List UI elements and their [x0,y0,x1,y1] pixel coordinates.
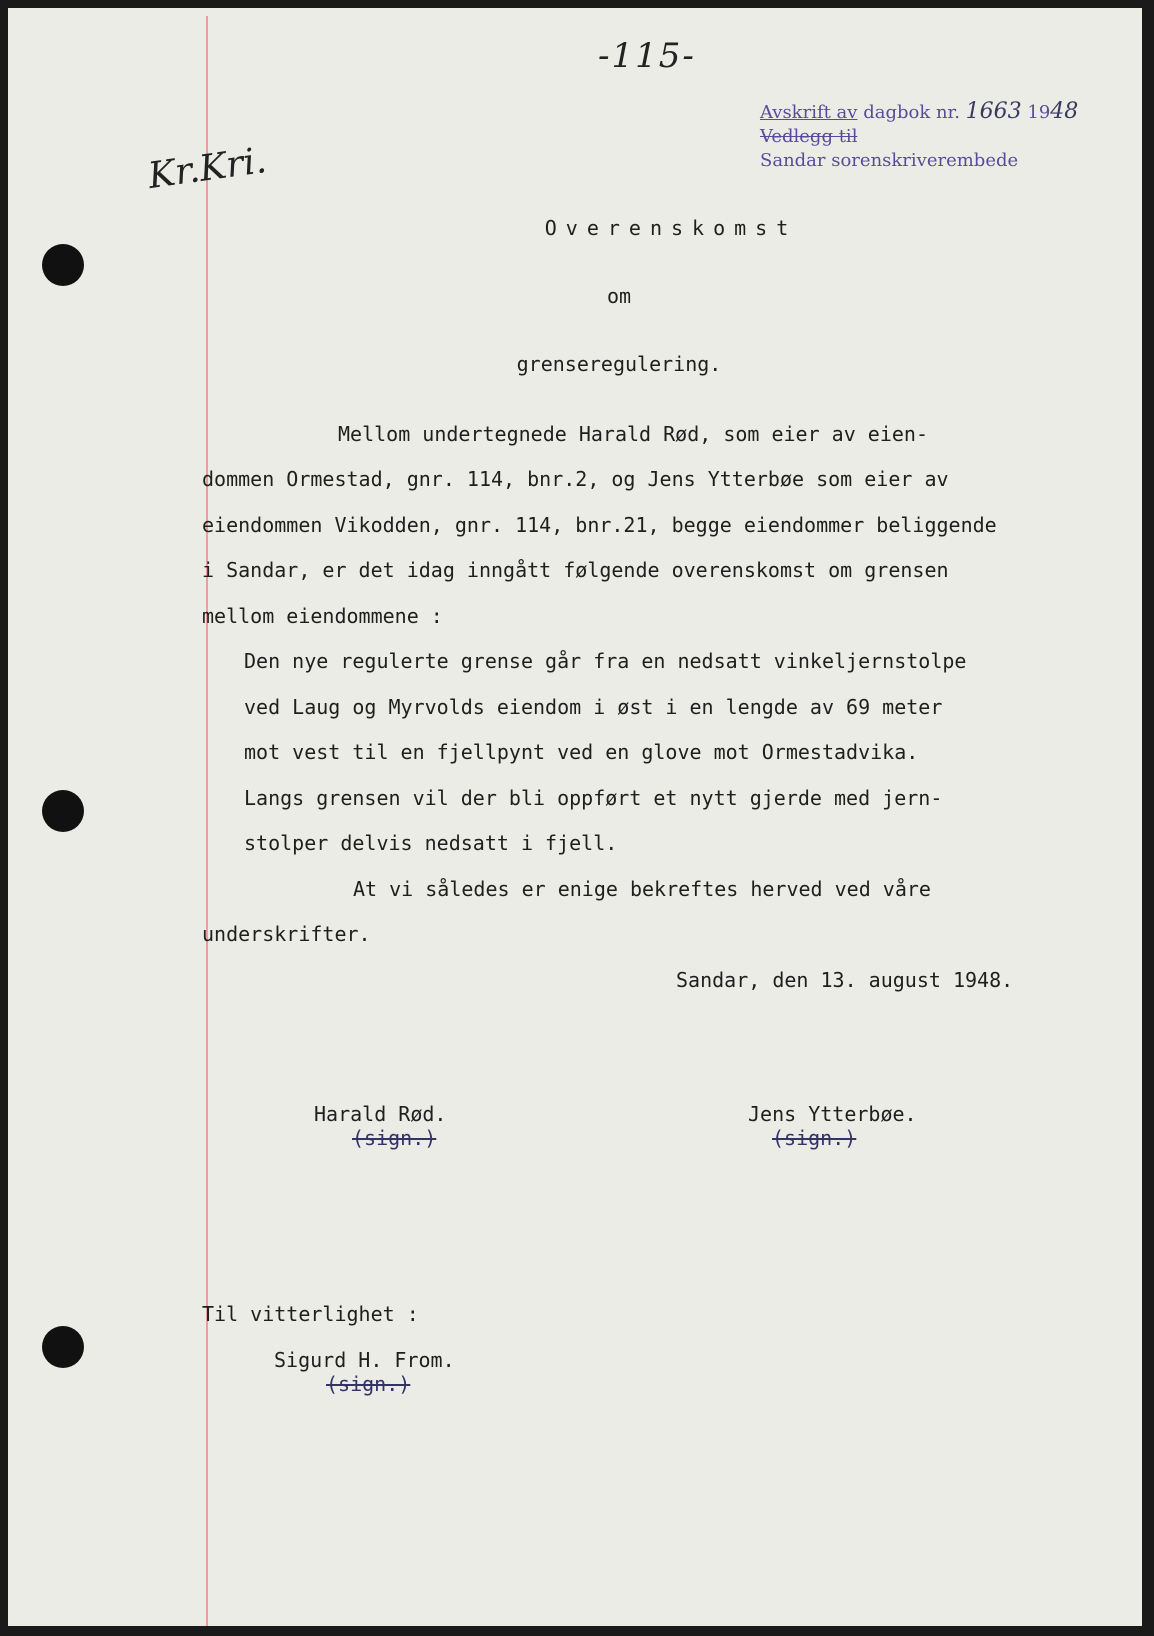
punch-hole [42,1326,84,1368]
body-line: mot vest til en fjellpynt ved en glove mot Ormestadvika. [244,740,919,764]
body-line: Den nye regulerte grense går fra en nedsatt vinkeljernstolpe [244,649,967,673]
body-line: mellom eiendommene : [202,604,443,628]
body-line: dommen Ormestad, gnr. 114, bnr.2, og Jens Ytterbøe som eier av [202,467,949,491]
body-line: underskrifter. [202,922,371,946]
body-line: ved Laug og Myrvolds eiendom i øst i en lengde av 69 meter [244,695,943,719]
title-connector: om [606,284,632,308]
stamp-dagbok-label: dagbok nr. [863,102,960,123]
title-subject: grenseregulering. [516,352,722,376]
signature-right-name: Jens Ytterbøe. [748,1102,917,1126]
stamp-line-3: Sandar sorenskriverembede [760,150,1019,171]
body-line: Langs grensen vil der bli oppført et nytt gjerde med jern- [244,786,943,810]
punch-hole [42,790,84,832]
witness-name: Sigurd H. From. [274,1348,455,1372]
body-line: Mellom undertegnede Harald Rød, som eier av eien- [338,422,929,446]
witness-label: Til vitterlighet : [202,1302,419,1326]
body-line: stolper delvis nedsatt i fjell. [244,831,618,855]
handwritten-initials: Kr.Kri. [145,139,269,198]
body-line: At vi således er enige bekreftes herved ved våre [353,877,931,901]
signature-left-note: (sign.) [352,1126,437,1150]
document-page [8,8,1142,1626]
signature-left-name: Harald Rød. [314,1102,447,1126]
stamp-year-prefix: 19 [1027,102,1051,123]
stamp-year-suffix: 48 [1050,99,1079,124]
punch-hole [42,244,84,286]
page-number: -115- [598,36,696,76]
document-title: Overenskomst [544,216,798,240]
place-date: Sandar, den 13. august 1948. [676,968,1014,992]
witness-note: (sign.) [326,1372,411,1396]
registry-stamp [760,100,1078,173]
stamp-line-2: Vedlegg til [760,126,858,147]
stamp-dagbok-number: 1663 [965,99,1022,124]
margin-rule [206,16,208,1626]
body-line: i Sandar, er det idag inngått følgende overenskomst om grensen [202,558,949,582]
stamp-line-1 [760,100,1078,125]
stamp-avskrift: Avskrift av [760,102,858,123]
body-line: eiendommen Vikodden, gnr. 114, bnr.21, begge eiendommer beliggende [202,513,997,537]
signature-right-note: (sign.) [772,1126,857,1150]
